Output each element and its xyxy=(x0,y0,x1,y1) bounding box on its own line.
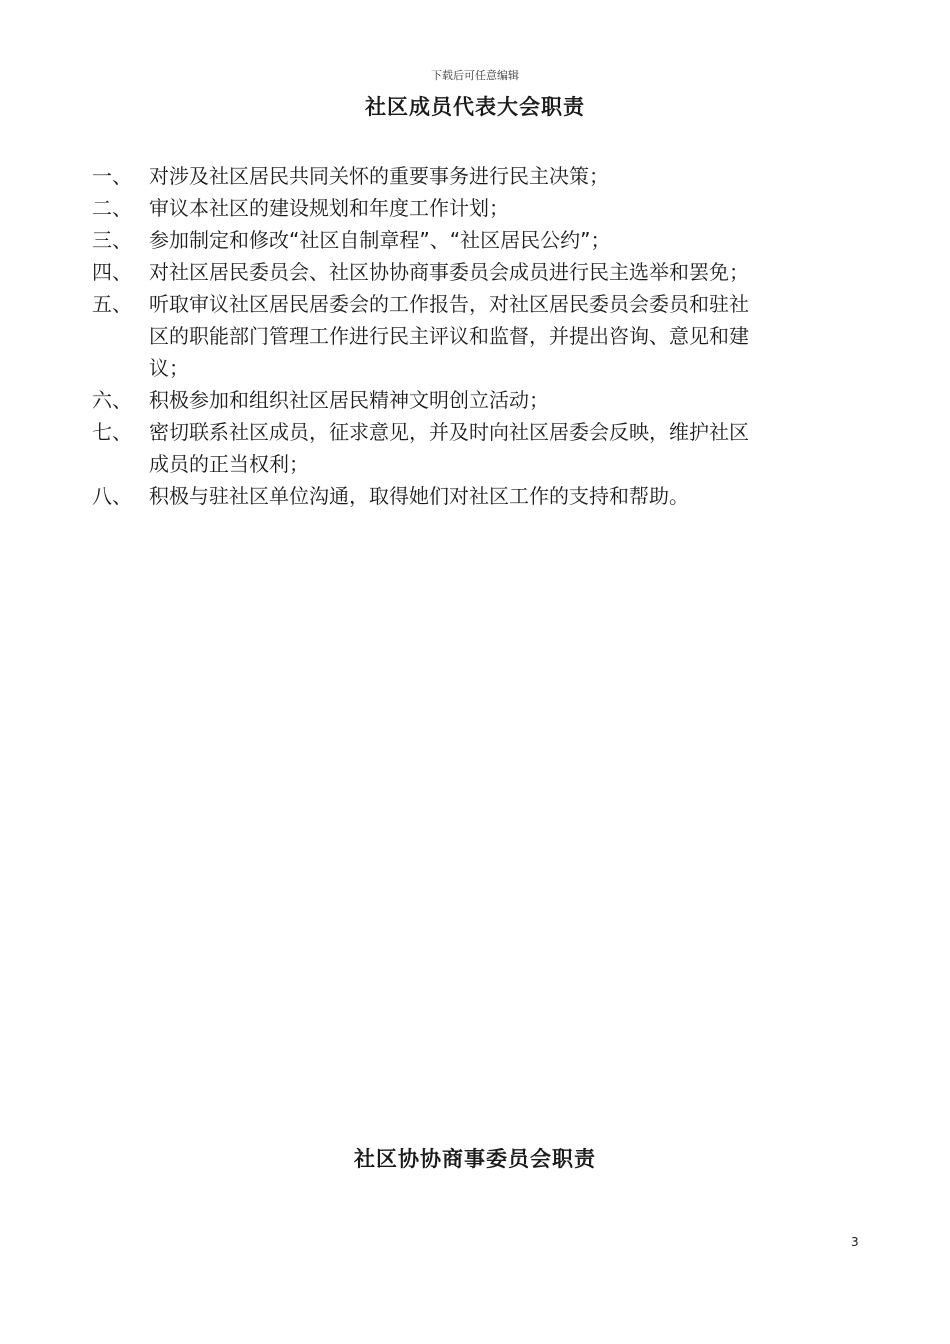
duty-text: 积极与驻社区单位沟通，取得她们对社区工作的支持和帮助。 xyxy=(149,484,689,508)
duty-text: 审议本社区的建设规划和年度工作计划； xyxy=(149,196,509,220)
duty-item xyxy=(92,160,812,192)
download-note: 下载后可任意编辑 xyxy=(431,69,519,82)
duty-number: 五、 xyxy=(92,292,132,316)
duty-number: 六、 xyxy=(92,388,132,412)
duties-list xyxy=(92,160,812,512)
duty-item xyxy=(92,192,812,224)
duty-text: 密切联系社区成员，征求意见，并及时向社区居委会反映，维护社区成员的正当权利； xyxy=(149,420,749,476)
duty-text: 听取审议社区居民居委会的工作报告，对社区居民委员会委员和驻社区的职能部门管理工作进行民主评议和监督，并提出咨询、意见和建议； xyxy=(149,292,749,380)
duty-text: 对社区居民委员会、社区协协商事委员会成员进行民主选举和罢免； xyxy=(149,260,749,284)
duty-number: 四、 xyxy=(92,260,132,284)
section-title-consultation-committee: 社区协协商事委员会职责 xyxy=(354,1147,596,1171)
section-title-representatives-assembly: 社区成员代表大会职责 xyxy=(365,95,585,119)
duty-text: 积极参加和组织社区居民精神文明创立活动； xyxy=(149,388,549,412)
duty-item xyxy=(92,480,812,512)
duty-item xyxy=(92,224,812,256)
duty-item xyxy=(92,288,812,384)
duty-item xyxy=(92,256,812,288)
duty-text: 对涉及社区居民共同关怀的重要事务进行民主决策； xyxy=(149,164,609,188)
duty-number: 一、 xyxy=(92,164,132,188)
duty-number: 七、 xyxy=(92,420,132,444)
duty-number: 八、 xyxy=(92,484,132,508)
duty-item xyxy=(92,384,812,416)
duty-number: 三、 xyxy=(92,228,132,252)
duty-text: 参加制定和修改“社区自制章程”、“社区居民公约”； xyxy=(149,228,611,252)
duty-item xyxy=(92,416,812,480)
page-number: 3 xyxy=(851,1235,859,1249)
duty-number: 二、 xyxy=(92,196,132,220)
